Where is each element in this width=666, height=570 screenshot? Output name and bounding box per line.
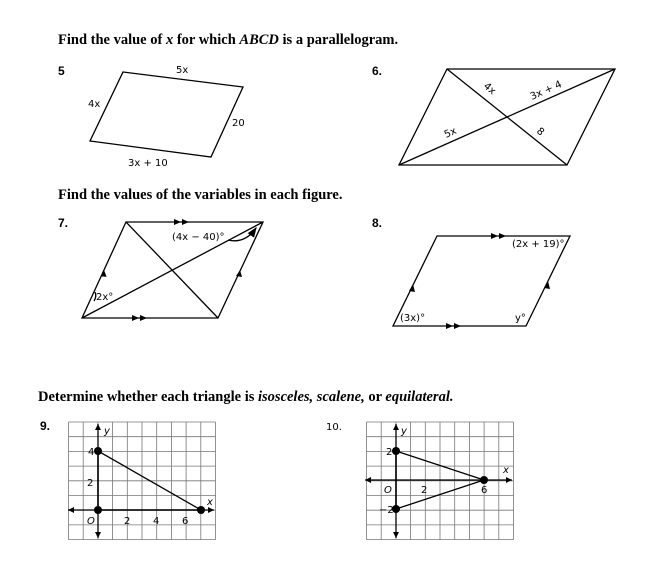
segment-label: 5x <box>442 125 459 141</box>
diagonal <box>399 69 615 165</box>
problem-5 <box>58 64 245 169</box>
origin-label: O <box>87 516 95 527</box>
problem-8 <box>372 216 570 329</box>
problem-number: 5 <box>58 64 65 78</box>
angle-label: 2x° <box>96 292 114 303</box>
vertex-point <box>94 506 102 514</box>
parallelogram-shape <box>90 72 243 157</box>
angle-label: (4x − 40)° <box>172 232 225 243</box>
angle-label: (2x + 19)° <box>512 239 565 250</box>
tick-label: 6 <box>182 516 189 527</box>
angle-label: (3x)° <box>400 313 426 324</box>
x-axis-label: x <box>207 497 213 508</box>
x-axis-label: x <box>503 465 509 476</box>
side-label: 20 <box>232 118 245 129</box>
y-axis-label: y <box>104 426 110 437</box>
tick-label: 2 <box>124 516 131 527</box>
angle-label: y° <box>515 313 526 324</box>
segment-label: 4x <box>481 80 498 98</box>
tick-label: −2 <box>379 505 394 516</box>
problem-6 <box>372 64 615 165</box>
problem-number: 8. <box>372 216 383 230</box>
segment-label: 8 <box>534 125 547 139</box>
section1-heading: Find the value of x for which ABCD is a parallelogram. <box>58 32 399 48</box>
side-label: 5x <box>176 65 189 76</box>
tick-label: 2 <box>87 478 94 489</box>
coordinate-grid <box>367 422 514 540</box>
section3-heading: Determine whether each triangle is isosceles, scalene, or equilateral. <box>38 389 454 405</box>
y-axis-label: y <box>401 426 407 437</box>
tick-label: 2 <box>421 485 428 496</box>
parallel-arrow-icon <box>409 284 415 292</box>
vertex-point <box>480 476 488 484</box>
section2-heading: Find the values of the variables in each figure. <box>58 187 343 203</box>
vertex-point <box>197 506 205 514</box>
segment-label: 3x + 4 <box>528 79 564 103</box>
tick-label: 4 <box>153 516 160 527</box>
problem-number: 9. <box>40 419 51 433</box>
origin-label: O <box>384 485 392 496</box>
vertex-point <box>392 447 400 455</box>
problem-9 <box>40 419 216 540</box>
tick-label: 2 <box>386 447 393 458</box>
tick-label: 4 <box>88 447 95 458</box>
side-label: 3x + 10 <box>128 158 168 169</box>
vertex-point <box>94 447 102 455</box>
problem-number: 7. <box>58 216 69 230</box>
tick-label: 6 <box>481 485 488 496</box>
problem-number: 6. <box>372 64 383 78</box>
problem-number: 10. <box>326 422 342 433</box>
parallel-arrow-icon <box>236 270 242 277</box>
problem-10 <box>326 422 514 540</box>
problem-7 <box>58 216 263 321</box>
side-label: 4x <box>88 99 101 110</box>
